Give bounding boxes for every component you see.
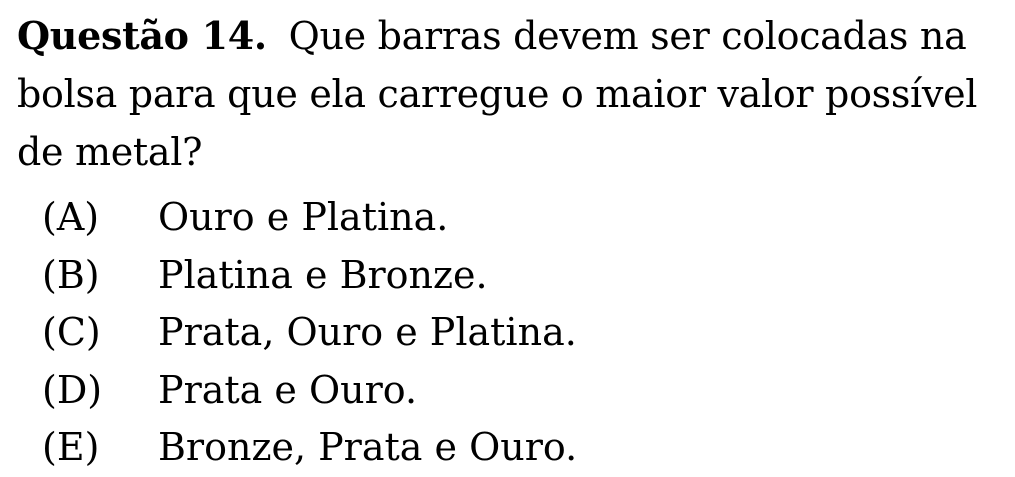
option-letter: (E): [42, 425, 100, 469]
option-b[interactable]: [42, 247, 982, 305]
option-text: Prata e Ouro.: [158, 367, 418, 412]
answer-options: [42, 189, 982, 477]
option-letter: (D): [42, 367, 103, 412]
question-block: [17, 7, 1007, 181]
question-text: Que barras devem ser colocadas na bolsa para que ela carregue o maior valor possível de metal?: [17, 14, 978, 174]
option-letter: (C): [42, 310, 101, 354]
option-e[interactable]: [42, 419, 982, 477]
question-label: Questão 14.: [17, 13, 267, 58]
option-a[interactable]: [42, 189, 982, 247]
option-text: Bronze, Prata e Ouro.: [158, 425, 578, 469]
option-letter: (A): [42, 195, 100, 239]
option-letter: (B): [42, 252, 100, 297]
option-text: Platina e Bronze.: [158, 252, 488, 297]
option-d[interactable]: [42, 362, 982, 420]
option-c[interactable]: [42, 304, 982, 362]
option-text: Ouro e Platina.: [158, 195, 449, 239]
option-text: Prata, Ouro e Platina.: [158, 310, 577, 354]
